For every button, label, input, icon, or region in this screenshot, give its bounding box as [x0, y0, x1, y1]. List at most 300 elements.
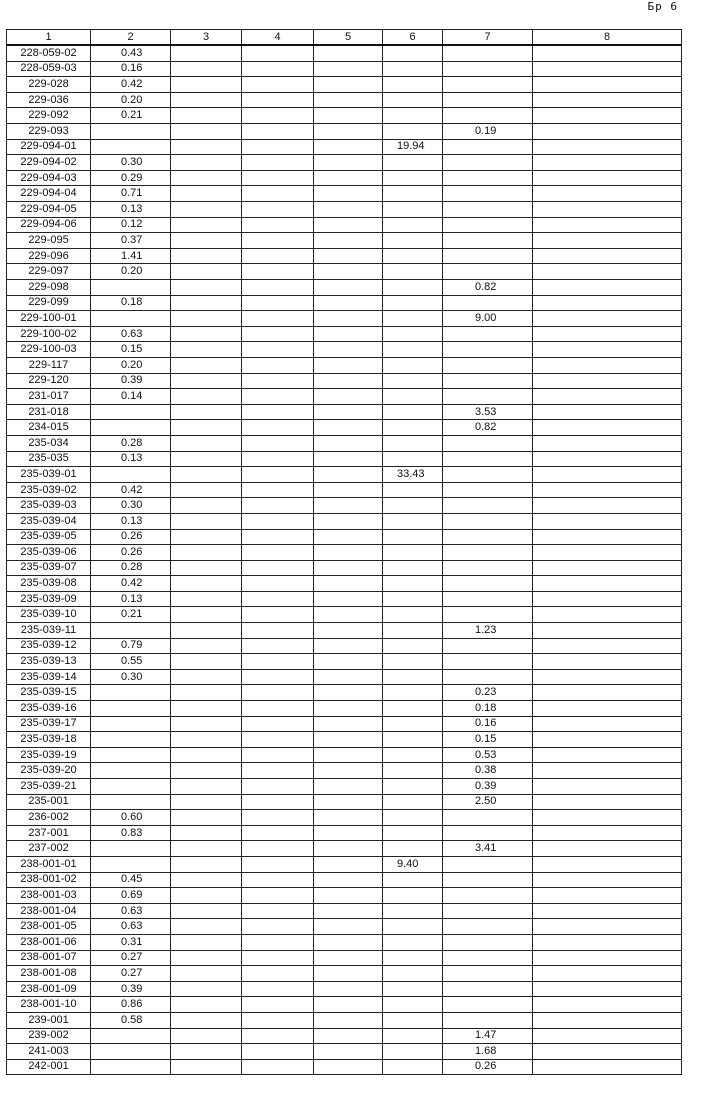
- table-cell-col-6: [383, 326, 443, 342]
- table-row: [7, 280, 682, 296]
- table-cell-col-6: [383, 794, 443, 810]
- table-cell-col-6: [383, 654, 443, 670]
- table-cell-col-2: [91, 732, 171, 748]
- table-row: [7, 763, 682, 779]
- table-cell-col-8: [533, 404, 682, 420]
- table-cell-col-4: [242, 794, 314, 810]
- table-cell-col-3: [171, 61, 242, 77]
- table-cell-col-4: [242, 576, 314, 592]
- table-cell-col-2: [91, 716, 171, 732]
- table-cell-col-1: 235-039-09: [7, 591, 91, 607]
- table-cell-col-4: [242, 311, 314, 327]
- table-cell-col-4: [242, 139, 314, 155]
- table-cell-col-3: [171, 77, 242, 93]
- table-cell-col-1: 235-039-20: [7, 763, 91, 779]
- table-cell-col-6: [383, 61, 443, 77]
- table-cell-col-6: [383, 669, 443, 685]
- page-number: Бр 6: [647, 0, 678, 13]
- table-cell-col-5: [314, 92, 383, 108]
- table-cell-col-4: [242, 404, 314, 420]
- table-row: [7, 576, 682, 592]
- table-cell-col-1: 238-001-08: [7, 966, 91, 982]
- table-cell-col-4: [242, 623, 314, 639]
- table-cell-col-5: [314, 233, 383, 249]
- table-cell-col-8: [533, 186, 682, 202]
- table-cell-col-2: [91, 747, 171, 763]
- table-cell-col-7: [443, 467, 533, 483]
- table-cell-col-7: [443, 591, 533, 607]
- table-cell-col-5: [314, 435, 383, 451]
- table-cell-col-5: [314, 61, 383, 77]
- table-cell-col-4: [242, 482, 314, 498]
- table-cell-col-8: [533, 810, 682, 826]
- table-cell-col-2: [91, 1028, 171, 1044]
- table-row: [7, 919, 682, 935]
- table-cell-col-3: [171, 919, 242, 935]
- table-cell-col-6: 19.94: [383, 139, 443, 155]
- table-cell-col-4: [242, 389, 314, 405]
- table-cell-col-3: [171, 669, 242, 685]
- table-cell-col-4: [242, 170, 314, 186]
- table-cell-col-1: 235-039-19: [7, 747, 91, 763]
- table-cell-col-8: [533, 701, 682, 717]
- table-cell-col-1: 235-039-14: [7, 669, 91, 685]
- table-cell-col-7: [443, 217, 533, 233]
- table-row: [7, 357, 682, 373]
- table-cell-col-3: [171, 747, 242, 763]
- table-cell-col-3: [171, 591, 242, 607]
- table-cell-col-5: [314, 903, 383, 919]
- table-cell-col-1: 235-034: [7, 435, 91, 451]
- table-cell-col-5: [314, 872, 383, 888]
- table-cell-col-6: [383, 342, 443, 358]
- table-cell-col-4: [242, 451, 314, 467]
- table-cell-col-1: 242-001: [7, 1059, 91, 1075]
- table-cell-col-3: [171, 560, 242, 576]
- table-cell-col-7: 0.39: [443, 779, 533, 795]
- table-cell-col-2: 0.79: [91, 638, 171, 654]
- table-cell-col-1: 235-039-10: [7, 607, 91, 623]
- table-cell-col-6: [383, 997, 443, 1013]
- table-cell-col-4: [242, 779, 314, 795]
- table-cell-col-4: [242, 545, 314, 561]
- table-cell-col-6: [383, 701, 443, 717]
- table-cell-col-2: 0.30: [91, 155, 171, 171]
- table-cell-col-1: 229-094-06: [7, 217, 91, 233]
- table-cell-col-5: [314, 217, 383, 233]
- table-cell-col-3: [171, 638, 242, 654]
- table-cell-col-2: [91, 763, 171, 779]
- table-cell-col-8: [533, 108, 682, 124]
- table-cell-col-1: 235-039-18: [7, 732, 91, 748]
- table-cell-col-7: 3.41: [443, 841, 533, 857]
- table-cell-col-3: [171, 295, 242, 311]
- table-cell-col-8: [533, 467, 682, 483]
- table-cell-col-8: [533, 529, 682, 545]
- table-cell-col-7: [443, 342, 533, 358]
- table-cell-col-8: [533, 170, 682, 186]
- table-cell-col-2: [91, 779, 171, 795]
- table-cell-col-2: 0.12: [91, 217, 171, 233]
- table-cell-col-8: [533, 420, 682, 436]
- table-cell-col-8: [533, 856, 682, 872]
- table-cell-col-1: 229-100-02: [7, 326, 91, 342]
- table-cell-col-5: [314, 576, 383, 592]
- table-cell-col-6: [383, 248, 443, 264]
- table-cell-col-2: 0.86: [91, 997, 171, 1013]
- table-cell-col-7: [443, 825, 533, 841]
- table-cell-col-4: [242, 716, 314, 732]
- table-cell-col-3: [171, 170, 242, 186]
- table-row: [7, 451, 682, 467]
- table-cell-col-4: [242, 92, 314, 108]
- table-cell-col-6: [383, 607, 443, 623]
- table-cell-col-6: [383, 903, 443, 919]
- table-cell-col-3: [171, 357, 242, 373]
- table-cell-col-7: [443, 810, 533, 826]
- table-cell-col-1: 229-036: [7, 92, 91, 108]
- table-cell-col-5: [314, 934, 383, 950]
- table-cell-col-1: 229-094-05: [7, 202, 91, 218]
- table-row: [7, 373, 682, 389]
- table-cell-col-7: [443, 357, 533, 373]
- column-header: 2: [91, 30, 171, 46]
- table-cell-col-5: [314, 77, 383, 93]
- table-cell-col-7: [443, 108, 533, 124]
- table-cell-col-3: [171, 202, 242, 218]
- table-row: [7, 498, 682, 514]
- table-cell-col-1: 235-039-02: [7, 482, 91, 498]
- table-cell-col-8: [533, 357, 682, 373]
- table-cell-col-7: 0.19: [443, 124, 533, 140]
- table-cell-col-8: [533, 217, 682, 233]
- table-cell-col-7: 0.26: [443, 1059, 533, 1075]
- table-cell-col-3: [171, 217, 242, 233]
- table-cell-col-5: [314, 779, 383, 795]
- table-cell-col-1: 235-001: [7, 794, 91, 810]
- table-cell-col-5: [314, 1044, 383, 1060]
- table-cell-col-8: [533, 124, 682, 140]
- table-cell-col-2: 0.20: [91, 264, 171, 280]
- table-row: [7, 92, 682, 108]
- table-cell-col-4: [242, 841, 314, 857]
- table-cell-col-6: [383, 529, 443, 545]
- table-cell-col-6: [383, 45, 443, 61]
- table-cell-col-8: [533, 560, 682, 576]
- table-cell-col-5: [314, 139, 383, 155]
- table-cell-col-8: [533, 1044, 682, 1060]
- table-cell-col-4: [242, 467, 314, 483]
- table-cell-col-7: [443, 248, 533, 264]
- table-cell-col-6: [383, 202, 443, 218]
- table-cell-col-2: 0.16: [91, 61, 171, 77]
- table-cell-col-5: [314, 810, 383, 826]
- table-cell-col-3: [171, 373, 242, 389]
- table-cell-col-6: [383, 919, 443, 935]
- table-cell-col-7: [443, 903, 533, 919]
- table-row: [7, 903, 682, 919]
- table-row: [7, 545, 682, 561]
- table-cell-col-2: 0.71: [91, 186, 171, 202]
- table-cell-col-2: 0.63: [91, 903, 171, 919]
- table-cell-col-8: [533, 545, 682, 561]
- table-cell-col-5: [314, 950, 383, 966]
- table-cell-col-7: [443, 919, 533, 935]
- table-cell-col-2: 0.18: [91, 295, 171, 311]
- table-cell-col-5: [314, 747, 383, 763]
- table-cell-col-8: [533, 716, 682, 732]
- table-cell-col-8: [533, 966, 682, 982]
- table-cell-col-8: [533, 950, 682, 966]
- table-cell-col-4: [242, 669, 314, 685]
- table-cell-col-2: [91, 311, 171, 327]
- table-cell-col-5: [314, 311, 383, 327]
- table-cell-col-4: [242, 45, 314, 61]
- table-cell-col-4: [242, 591, 314, 607]
- table-cell-col-2: 0.39: [91, 373, 171, 389]
- table-cell-col-8: [533, 155, 682, 171]
- table-cell-col-5: [314, 654, 383, 670]
- table-cell-col-3: [171, 888, 242, 904]
- table-cell-col-3: [171, 264, 242, 280]
- table-cell-col-7: [443, 981, 533, 997]
- table-cell-col-1: 235-039-06: [7, 545, 91, 561]
- table-row: [7, 513, 682, 529]
- table-row: [7, 233, 682, 249]
- table-cell-col-8: [533, 498, 682, 514]
- table-cell-col-1: 228-059-03: [7, 61, 91, 77]
- table-cell-col-2: 0.13: [91, 451, 171, 467]
- table-cell-col-6: [383, 888, 443, 904]
- table-cell-col-6: [383, 685, 443, 701]
- table-cell-col-2: 0.20: [91, 92, 171, 108]
- table-cell-col-6: [383, 841, 443, 857]
- table-cell-col-1: 229-100-03: [7, 342, 91, 358]
- table-cell-col-1: 234-015: [7, 420, 91, 436]
- table-cell-col-8: [533, 825, 682, 841]
- table-cell-col-7: [443, 170, 533, 186]
- table-cell-col-1: 238-001-05: [7, 919, 91, 935]
- table-cell-col-8: [533, 326, 682, 342]
- table-cell-col-3: [171, 467, 242, 483]
- table-cell-col-2: 0.26: [91, 545, 171, 561]
- table-cell-col-2: 0.39: [91, 981, 171, 997]
- table-cell-col-6: [383, 389, 443, 405]
- table-row: [7, 560, 682, 576]
- table-row: [7, 825, 682, 841]
- table-cell-col-7: [443, 202, 533, 218]
- table-cell-col-8: [533, 576, 682, 592]
- table-cell-col-4: [242, 420, 314, 436]
- table-cell-col-4: [242, 607, 314, 623]
- table-cell-col-3: [171, 248, 242, 264]
- table-cell-col-1: 228-059-02: [7, 45, 91, 61]
- table-cell-col-3: [171, 685, 242, 701]
- table-cell-col-6: [383, 373, 443, 389]
- table-cell-col-7: [443, 529, 533, 545]
- table-row: [7, 966, 682, 982]
- table-cell-col-8: [533, 779, 682, 795]
- table-cell-col-5: [314, 825, 383, 841]
- table-cell-col-1: 239-002: [7, 1028, 91, 1044]
- table-cell-col-5: [314, 513, 383, 529]
- table-cell-col-3: [171, 482, 242, 498]
- table-cell-col-8: [533, 981, 682, 997]
- table-cell-col-5: [314, 607, 383, 623]
- table-cell-col-3: [171, 389, 242, 405]
- table-cell-col-2: [91, 139, 171, 155]
- column-header: 6: [383, 30, 443, 46]
- table-cell-col-6: [383, 747, 443, 763]
- table-cell-col-7: 3.53: [443, 404, 533, 420]
- table-cell-col-5: [314, 1059, 383, 1075]
- table-cell-col-8: [533, 1059, 682, 1075]
- table-row: [7, 77, 682, 93]
- table-cell-col-7: 0.82: [443, 280, 533, 296]
- table-cell-col-7: [443, 576, 533, 592]
- table-cell-col-1: 231-018: [7, 404, 91, 420]
- column-header: 3: [171, 30, 242, 46]
- table-cell-col-1: 229-093: [7, 124, 91, 140]
- table-cell-col-4: [242, 685, 314, 701]
- table-cell-col-2: 0.13: [91, 513, 171, 529]
- table-cell-col-8: [533, 61, 682, 77]
- table-cell-col-5: [314, 529, 383, 545]
- table-cell-col-6: [383, 981, 443, 997]
- table-cell-col-4: [242, 61, 314, 77]
- table-cell-col-4: [242, 903, 314, 919]
- table-cell-col-2: 0.69: [91, 888, 171, 904]
- table-cell-col-5: [314, 280, 383, 296]
- table-cell-col-1: 235-039-11: [7, 623, 91, 639]
- table-cell-col-8: [533, 77, 682, 93]
- table-row: [7, 326, 682, 342]
- table-cell-col-6: [383, 482, 443, 498]
- table-cell-col-2: 0.42: [91, 576, 171, 592]
- table-cell-col-2: 0.42: [91, 482, 171, 498]
- table-cell-col-3: [171, 654, 242, 670]
- table-cell-col-7: [443, 872, 533, 888]
- table-cell-col-3: [171, 1044, 242, 1060]
- table-cell-col-1: 238-001-06: [7, 934, 91, 950]
- table-cell-col-6: [383, 77, 443, 93]
- table-cell-col-8: [533, 872, 682, 888]
- table-cell-col-2: 0.30: [91, 498, 171, 514]
- table-cell-col-3: [171, 966, 242, 982]
- table-cell-col-6: [383, 810, 443, 826]
- table-cell-col-5: [314, 482, 383, 498]
- table-cell-col-5: [314, 498, 383, 514]
- column-header: 7: [443, 30, 533, 46]
- table-cell-col-3: [171, 763, 242, 779]
- table-cell-col-2: [91, 467, 171, 483]
- table-cell-col-4: [242, 373, 314, 389]
- table-cell-col-6: [383, 1044, 443, 1060]
- table-cell-col-4: [242, 560, 314, 576]
- table-cell-col-7: 1.68: [443, 1044, 533, 1060]
- table-cell-col-1: 238-001-07: [7, 950, 91, 966]
- table-cell-col-5: [314, 295, 383, 311]
- column-header: 1: [7, 30, 91, 46]
- table-cell-col-5: [314, 841, 383, 857]
- table-row: [7, 1012, 682, 1028]
- table-cell-col-1: 229-120: [7, 373, 91, 389]
- table-cell-col-4: [242, 1028, 314, 1044]
- table-cell-col-1: 237-002: [7, 841, 91, 857]
- table-row: [7, 669, 682, 685]
- table-cell-col-3: [171, 529, 242, 545]
- table-cell-col-7: 1.23: [443, 623, 533, 639]
- table-cell-col-6: [383, 1012, 443, 1028]
- table-cell-col-1: 235-039-12: [7, 638, 91, 654]
- table-cell-col-7: 1.47: [443, 1028, 533, 1044]
- table-cell-col-6: [383, 576, 443, 592]
- table-cell-col-6: [383, 451, 443, 467]
- table-cell-col-4: [242, 825, 314, 841]
- ledger-body: [7, 45, 682, 1075]
- table-cell-col-4: [242, 934, 314, 950]
- table-cell-col-8: [533, 389, 682, 405]
- table-cell-col-3: [171, 825, 242, 841]
- column-header: 8: [533, 30, 682, 46]
- table-cell-col-1: 235-039-16: [7, 701, 91, 717]
- table-cell-col-5: [314, 794, 383, 810]
- table-cell-col-5: [314, 248, 383, 264]
- table-cell-col-5: [314, 919, 383, 935]
- table-cell-col-4: [242, 529, 314, 545]
- table-cell-col-1: 229-097: [7, 264, 91, 280]
- table-cell-col-4: [242, 186, 314, 202]
- table-cell-col-6: [383, 1028, 443, 1044]
- table-cell-col-2: 0.42: [91, 77, 171, 93]
- table-cell-col-2: 0.15: [91, 342, 171, 358]
- table-cell-col-1: 229-028: [7, 77, 91, 93]
- table-cell-col-4: [242, 326, 314, 342]
- table-cell-col-8: [533, 747, 682, 763]
- table-cell-col-1: 229-095: [7, 233, 91, 249]
- table-cell-col-5: [314, 389, 383, 405]
- table-cell-col-6: [383, 872, 443, 888]
- table-row: [7, 45, 682, 61]
- table-row: [7, 638, 682, 654]
- table-cell-col-3: [171, 420, 242, 436]
- header-row: [7, 30, 682, 46]
- table-row: [7, 186, 682, 202]
- table-cell-col-5: [314, 45, 383, 61]
- table-cell-col-6: [383, 92, 443, 108]
- table-cell-col-1: 238-001-10: [7, 997, 91, 1013]
- ledger-table: [6, 29, 682, 1075]
- table-cell-col-4: [242, 856, 314, 872]
- table-cell-col-8: [533, 280, 682, 296]
- table-cell-col-3: [171, 607, 242, 623]
- table-cell-col-7: [443, 451, 533, 467]
- table-cell-col-3: [171, 451, 242, 467]
- table-cell-col-6: [383, 825, 443, 841]
- table-cell-col-7: [443, 513, 533, 529]
- table-cell-col-6: [383, 779, 443, 795]
- table-cell-col-7: [443, 545, 533, 561]
- table-cell-col-3: [171, 1028, 242, 1044]
- table-cell-col-5: [314, 981, 383, 997]
- table-cell-col-7: [443, 45, 533, 61]
- table-row: [7, 934, 682, 950]
- table-cell-col-3: [171, 435, 242, 451]
- table-cell-col-7: [443, 966, 533, 982]
- table-cell-col-6: [383, 716, 443, 732]
- table-row: [7, 794, 682, 810]
- table-cell-col-1: 241-003: [7, 1044, 91, 1060]
